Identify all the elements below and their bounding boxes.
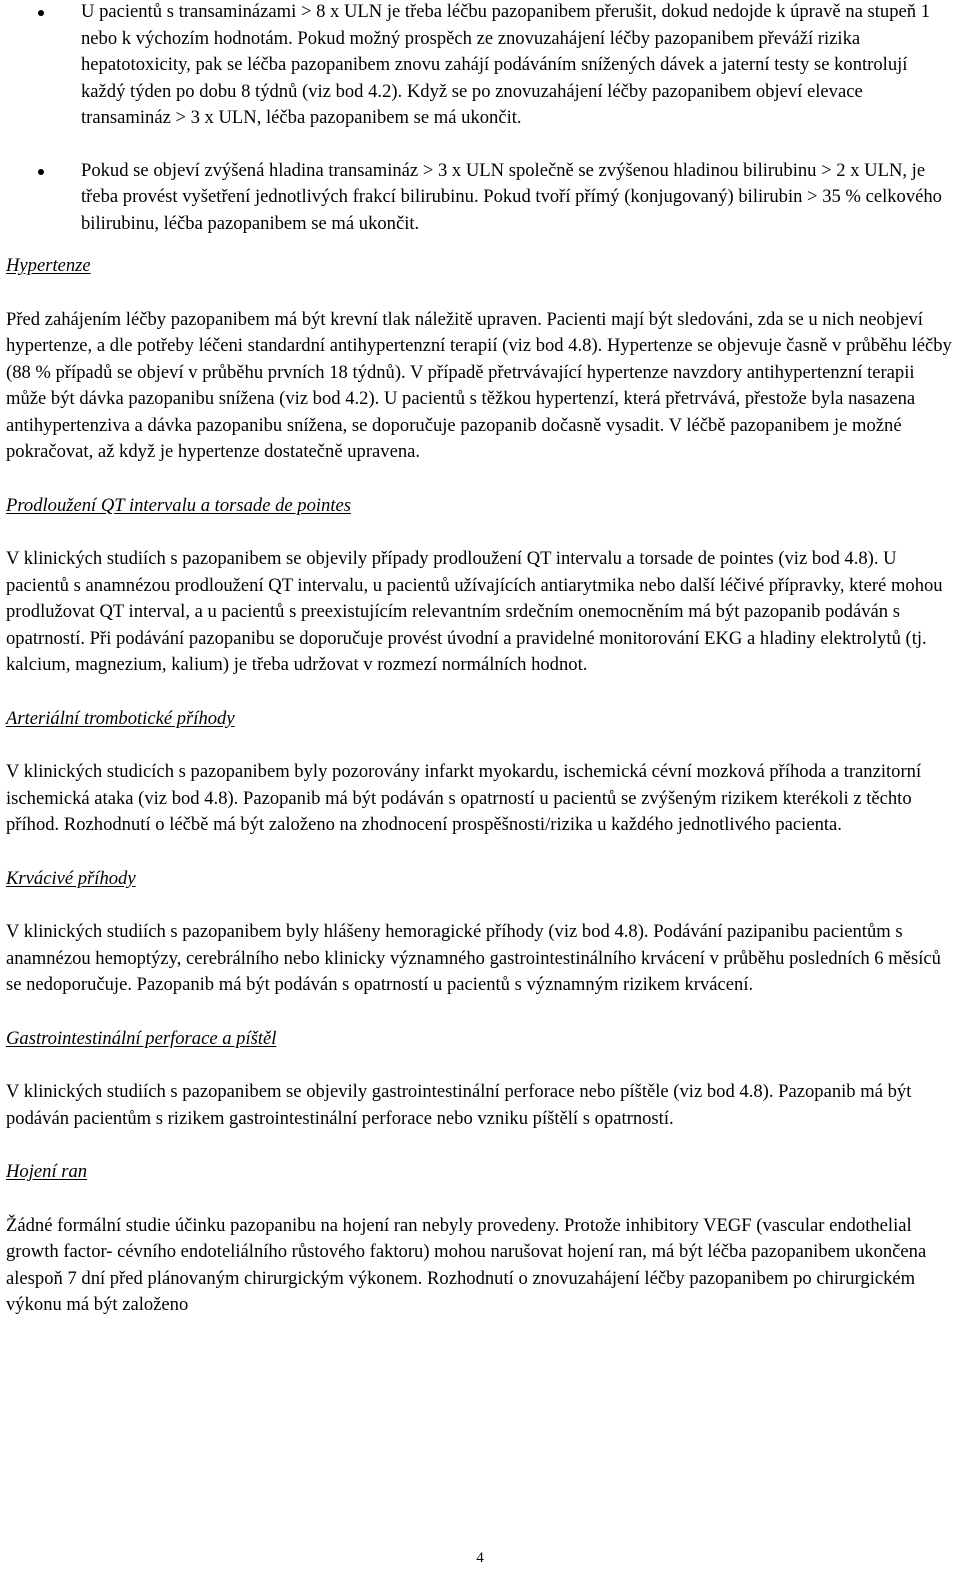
section-text-hypertension: Před zahájením léčby pazopanibem má být krevní tlak náležitě upraven. Pacienti mají být sledováni, zda se u nich neobjeví hypertenze, a dle potřeby léčeni standardní antihypertenzní terapií (viz bod 4.8). Hypertenze se objevuje časně v průběhu léčby (88 % případů se objeví v průběhu prvních 18 týdnů). V případě přetrvávající hypertenze navzdory antihypertenzní terapii může být dávka pazopanibu snížena (viz bod 4.2). U pacientů s těžkou hypertenzí, která přetrvává, přestože byla nasazena antihypertenziva a dávka pazopanibu snížena, se doporučuje pazopanib dočasně vysadit. V léčbě pazopanibem je možné pokračovat, až když je hypertenze dostatečně upravena. (6, 308, 952, 462)
bullet-text: U pacientů s transaminázami > 8 x ULN je třeba léčbu pazopanibem přerušit, dokud nedojde k úpravě na stupeň 1 nebo k výchozím hodnotám. Pokud možný prospěch ze znovuzahájení léčby pazopanibem převáží rizika hepatotoxicity, pak se léčba pazopanibem znovu zahájí podáváním snížených dávek a jaterní testy se kontrolují každý týden po dobu 8 týdnů (viz bod 4.2). Když se po znovuzahájení léčby pazopanibem objeví elevace transamináz > 3 x ULN, léčba pazopanibem se má ukončit. (81, 1, 931, 128)
section-heading-qt: Prodloužení QT intervalu a torsade de pointes (6, 494, 352, 516)
section-heading-hypertension: Hypertenze (6, 255, 91, 276)
document-page (6, 0, 954, 1346)
section-text-qt: V klinických studiích s pazopanibem se objevily případy prodloužení QT intervalu a torsade de pointes (viz bod 4.8). U pacientů s anamnézou prodloužení QT intervalu, u pacientů užívajících antiarytmika nebo další léčivé přípravky, které mohou prodlužovat QT interval, a u pacientů s preexistujícím relevantním srdečním onemocněním má být pazopanib podáván s opatrností. Při podávání pazopanibu se doporučuje provést úvodní a pravidelné monitorování EKG a hladiny elektrolytů (tj. kalcium, magnezium, kalium) je třeba udržovat v rozmezí normálních hodnot. (6, 548, 943, 675)
section-text-wound: Žádné formální studie účinku pazopanibu na hojení ran nebyly provedeny. Protože inhibitory VEGF (vascular endothelial growth factor- cévního endoteliálního růstového faktoru) mohou narušovat hojení ran, má být léčba pazopanibem ukončena alespoň 7 dní před plánovaným chirurgickým výkonem. Rozhodnutí o znovuzahájení léčby pazopanibem po chirurgickém výkonu má být založeno (6, 1214, 927, 1315)
list-item (6, 158, 954, 238)
section-text-thrombotic: V klinických studicích s pazopanibem byly pozorovány infarkt myokardu, ischemická cévní mozková příhoda a tranzitorní ischemická ataka (viz bod 4.8). Pazopanib má být podáván s opatrností u pacientů se zvýšeným rizikem kterékoli z těchto příhod. Rozhodnutí o léčbě má být založeno na zhodnocení prospěšnosti/rizika u každého jednotlivého pacienta. (6, 761, 922, 835)
section-text-bleeding: V klinických studiích s pazopanibem byly hlášeny hemoragické příhody (viz bod 4.8). Podávání pazipanibu pacientům s anamnézou hemoptýzy, cerebrálního nebo klinicky významného gastrointestinálního krvácení v průběhu posledních 6 měsíců se nedoporučuje. Pazopanib má být podáván s opatrností u pacientů s významným rizikem krvácení. (6, 921, 941, 995)
section-heading-perforation: Gastrointestinální perforace a píštěl (6, 1027, 277, 1049)
list-item (6, 0, 954, 132)
section-heading-thrombotic: Arteriální trombotické příhody (6, 707, 235, 729)
bullet-icon (38, 10, 44, 16)
section-heading-bleeding: Krvácivé příhody (6, 867, 136, 889)
bullet-icon (38, 169, 44, 175)
bullet-list (6, 0, 954, 237)
bullet-text: Pokud se objeví zvýšená hladina transamináz > 3 x ULN společně se zvýšenou hladinou bilirubinu > 2 x ULN, je třeba provést vyšetření jednotlivých frakcí bilirubinu. Pokud tvoří přímý (konjugovaný) bilirubin > 35 % celkového bilirubinu, léčba pazopanibem se má ukončit. (81, 159, 942, 234)
section-text-perforation: V klinických studiích s pazopanibem se objevily gastrointestinální perforace nebo píštěle (viz bod 4.8). Pazopanib má být podáván pacientům s rizikem gastrointestinální perforace nebo vzniku píštělí s opatrností. (6, 1081, 912, 1129)
page-number: 4 (476, 1550, 484, 1566)
section-heading-wound: Hojení ran (6, 1161, 88, 1182)
